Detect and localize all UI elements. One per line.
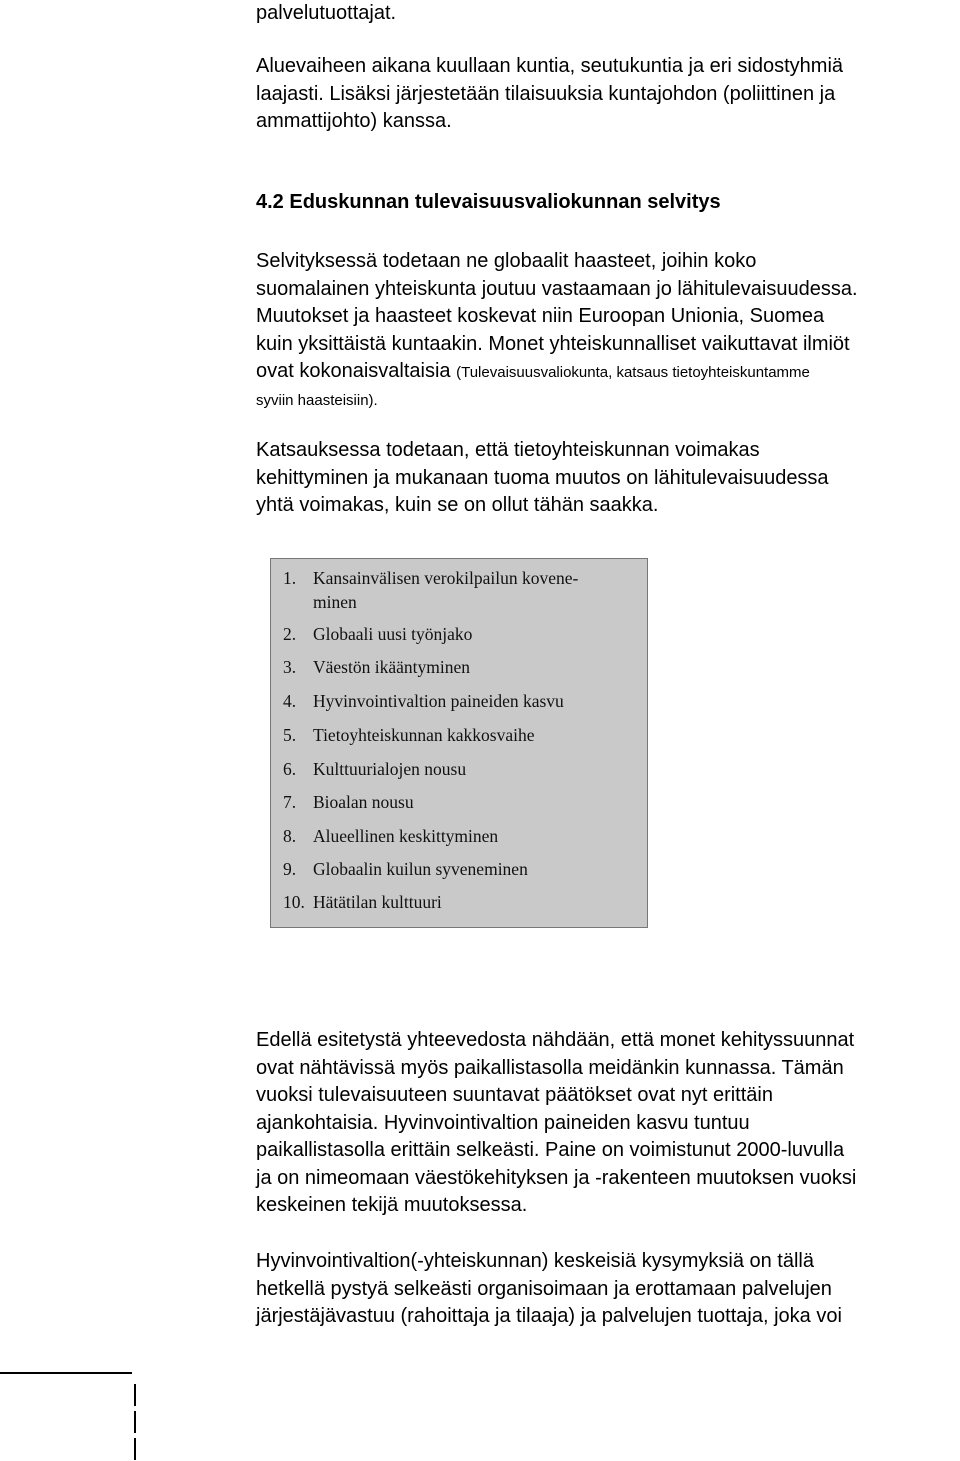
- section-heading: 4.2 Eduskunnan tulevaisuusvaliokunnan selvitys: [256, 191, 721, 213]
- figure-list-item: 10. Hätätilan kulttuuri: [283, 892, 442, 912]
- figure-list-item: 9. Globaalin kuilun syveneminen: [283, 859, 528, 879]
- figure-list-item: 3. Väestön ikääntyminen: [283, 657, 470, 677]
- citation-text: (Tulevaisuusvaliokunta, katsaus tietoyhteiskuntamme: [456, 364, 810, 381]
- paragraph-katsaus: Katsauksessa todetaan, että tietoyhteiskunnan voimakas kehittyminen ja mukanaan tuoma muutos on lähitulevaisuudessa yhtä voimakas, kuin se on ollut tähän saakka.: [256, 439, 829, 516]
- figure-list-item: 6. Kulttuurialojen nousu: [283, 759, 467, 779]
- figure-list-item: 4. Hyvinvointivaltion paineiden kasvu: [283, 691, 564, 711]
- paragraph-edella: Edellä esitetystä yhteevedosta nähdään, että monet kehityssuunnat ovat nähtävissä myös paikallistasolla meidänkin kunnassa. Tämän vuoksi tulevaisuuteen suuntavat päätökset ovat nyt erittäin ajankohtaisia. Hyvinvointivaltion paineiden kasvu tuntuu paikallistasolla erittäin selkeästi. Paine on voimistunut 2000-luvulla ja on nimeomaan väestökehityksen ja -rakenteen muutoksen vuoksi keskeinen tekijä muutoksessa.: [256, 1029, 857, 1216]
- citation-text-cont: syviin haasteisiin).: [256, 391, 378, 409]
- figure-list-item: 8. Alueellinen keskittyminen: [283, 826, 499, 846]
- figure-list-item-cont: minen: [313, 592, 357, 612]
- figure-list-item: 1. Kansainvälisen verokilpailun kovene-: [283, 568, 579, 588]
- paragraph-aluevaihe: Aluevaiheen aikana kuullaan kuntia, seutukuntia ja eri sidostyhmiä laajasti. Lisäksi järjestetään tilaisuuksia kuntajohdon (poliittinen ja ammattijohto) kanssa.: [256, 55, 844, 132]
- challenges-figure: [270, 558, 648, 928]
- change-bar: [134, 1384, 136, 1406]
- change-bar: [134, 1411, 136, 1433]
- figure-list-item: 5. Tietoyhteiskunnan kakkosvaihe: [283, 725, 535, 745]
- footnote-separator: [0, 1372, 132, 1374]
- change-bar: [134, 1438, 136, 1460]
- paragraph-hyvinvointi: Hyvinvointivaltion(-yhteiskunnan) keskeisiä kysymyksiä on tällä hetkellä pystyä selkeästi organisoimaan ja erottamaan palvelujen järjestäjävastuu (rahoittaja ja tilaaja) ja palvelujen tuottaja, joka voi: [256, 1250, 842, 1327]
- paragraph-selvitys: Selvityksessä todetaan ne globaalit haasteet, joihin koko suomalainen yhteiskunta joutuu vastaamaan jo lähitulevaisuudessa. Muutokset ja haasteet koskevat niin Euroopan Unionia, Suomea kuin yksittäistä kuntaakin. Monet yhteiskunnalliset vaikuttavat ilmiöt ovat kokonaisvaltaisia (Tulevaisuusvaliokunta, katsaus tietoyhteiskuntamme syviin haasteisiin).: [256, 248, 858, 414]
- top-line: palvelutuottajat.: [256, 2, 397, 24]
- figure-list-item: 2. Globaali uusi työnjako: [283, 624, 473, 644]
- selvitys-line5-main: ovat kokonaisvaltaisia: [256, 360, 457, 382]
- figure-list-item: 7. Bioalan nousu: [283, 792, 414, 812]
